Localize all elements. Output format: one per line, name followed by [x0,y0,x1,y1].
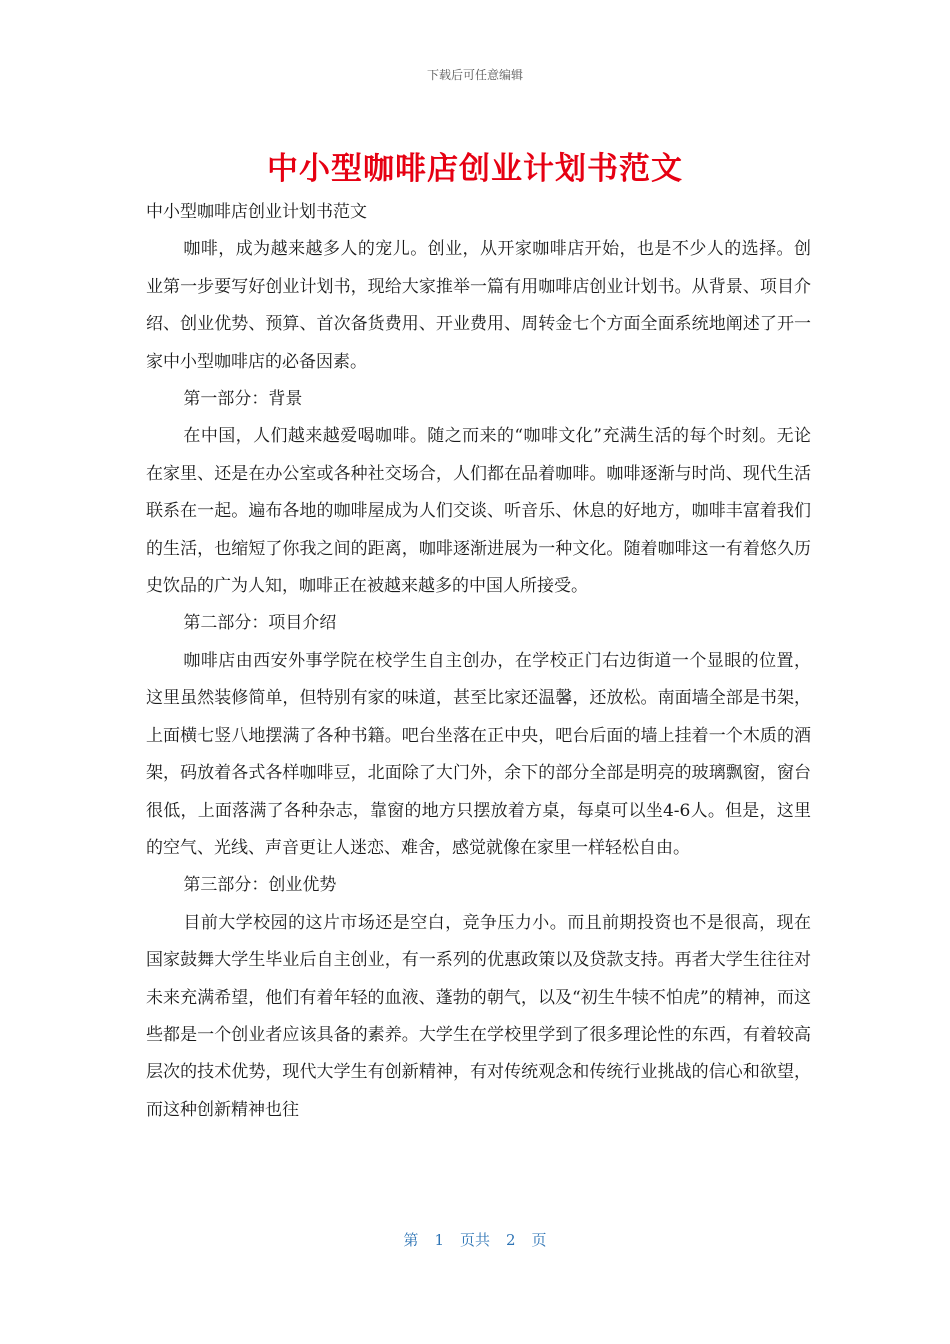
footer-page-word: 第 [403,1231,419,1249]
section-heading-project: 第二部分：项目介绍 [183,613,337,634]
page-footer [0,1229,950,1250]
paragraph-background: 在中国，人们越来越爱喝咖啡。随之而来的“咖啡文化”充满生活的每个时刻。无论在家里、还是在办公室或各种社交场合，人们都在品着咖啡。咖啡逐渐与时尚、现代生活联系在一起。遍布各地的咖啡屋成为人们交谈、听音乐、休息的好地方，咖啡丰富着我们的生活，也缩短了你我之间的距离，咖啡逐渐进展为一种文化。随着咖啡这一有着悠久历史饮品的广为人知，咖啡正在被越来越多的中国人所接受。 [146,426,811,597]
paragraph-advantages: 目前大学校园的这片市场还是空白，竞争压力小。而且前期投资也不是很高，现在国家鼓舞大学生毕业后自主创业，有一系列的优惠政策以及贷款支持。再者大学生往往对未来充满希望，他们有着年轻的血液、蓬勃的朝气，以及“初生牛犊不怕虎”的精神，而这些都是一个创业者应该具备的素养。大学生在学校里学到了很多理论性的东西，有着较高层次的技术优势，现代大学生有创新精神，有对传统观念和传统行业挑战的信心和欲望，而这种创新精神也往 [146,912,811,1120]
paragraph-project: 咖啡店由西安外事学院在校学生自主创办，在学校正门右边街道一个显眼的位置，这里虽然装修简单，但特别有家的味道，甚至比家还温馨，还放松。南面墙全部是书架，上面横七竖八地摆满了各种书籍。吧台坐落在正中央，吧台后面的墙上挂着一个木质的酒架，码放着各式各样咖啡豆，北面除了大门外，余下的部分全部是明亮的玻璃飘窗，窗台很低，上面落满了各种杂志，靠窗的地方只摆放着方桌，每桌可以坐4-6人。但是，这里的空气、光线、声音更让人迷恋、难舍，感觉就像在家里一样轻松自由。 [146,650,811,858]
footer-total-pages: 2 [506,1231,516,1249]
footer-page-number: 1 [434,1231,444,1249]
header-note: 下载后可任意编辑 [426,68,523,82]
footer-page-suffix: 页 [531,1231,547,1249]
section-heading-advantages: 第三部分：创业优势 [183,875,337,896]
document-body [146,194,811,1129]
paragraph-intro: 咖啡，成为越来越多人的宠儿。创业，从开家咖啡店开始，也是不少人的选择。创业第一步要写好创业计划书，现给大家推举一篇有用咖啡店创业计划书。从背景、项目介绍、创业优势、预算、首次备货费用、开业费用、周转金七个方面全面系统地阐述了开一家中小型咖啡店的必备因素。 [146,239,811,372]
document-title: 中小型咖啡店创业计划书范文 [267,151,683,187]
document-subtitle: 中小型咖啡店创业计划书范文 [146,202,367,222]
section-heading-background: 第一部分：背景 [183,389,303,410]
footer-of-word: 页共 [459,1231,490,1249]
